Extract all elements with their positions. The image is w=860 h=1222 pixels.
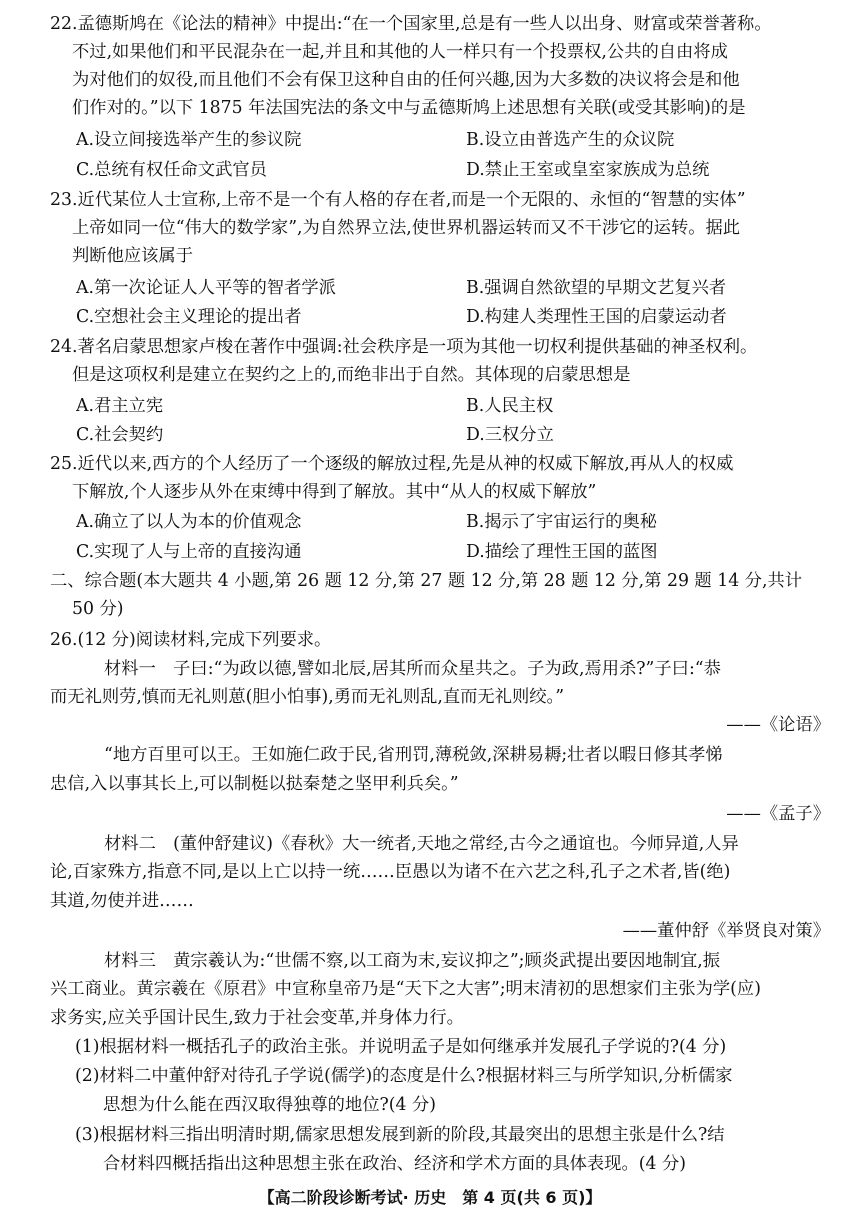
q24-stem-line1: 24.著名启蒙思想家卢梭在著作中强调:社会秩序是一项为其他一切权利提供基础的神圣权利。 [50,337,758,357]
q25-stem-line2: 下解放,个人逐步从外在束缚中得到了解放。其中“从人的权威下解放” [72,482,597,502]
q26-subquestion-3-line2: 合材料四概括指出这种思想主张在政治、经济和学术方面的具体表现。(4 分) [103,1154,686,1174]
q24-option-c: C.社会契约 [76,425,164,445]
q26-material2-line2: 论,百家殊方,指意不同,是以上亡以持一统……臣愚以为诸不在六艺之科,孔子之术者,皆(绝) [50,862,731,882]
q23-option-c: C.空想社会主义理论的提出者 [76,307,302,327]
page-footer: 【高二阶段诊断考试· 历史 第 4 页(共 6 页)】 [258,1188,602,1207]
q24-stem-line2: 但是这项权利是建立在契约之上的,而绝非出于自然。其体现的启蒙思想是 [72,365,631,385]
q24-option-a: A.君主立宪 [76,396,164,416]
q26-header: 26.(12 分)阅读材料,完成下列要求。 [50,630,332,650]
q23-stem-line3: 判断他应该属于 [72,246,193,266]
q22-stem-line4: 们作对的。”以下 1875 年法国宪法的条文中与孟德斯鸠上述思想有关联(或受其影响)的是 [72,98,746,118]
q26-material2-source: ——董仲舒《举贤良对策》 [622,921,830,941]
q26-material2-line3: 其道,勿使并进…… [50,891,194,911]
q26-subquestion-2-line2: 思想为什么能在西汉取得独尊的地位?(4 分) [103,1095,437,1115]
q22-stem-line3: 为对他们的奴役,而且他们不会有保卫这种自由的任何兴趣,因为大多数的决议将会是和他 [72,70,740,90]
q22-stem-line1: 22.孟德斯鸠在《论法的精神》中提出:“在一个国家里,总是有一些人以出身、财富或荣誉著称。 [50,14,772,34]
q26-subquestion-3-line1: (3)根据材料三指出明清时期,儒家思想发展到新的阶段,其最突出的思想主张是什么?结 [75,1125,725,1145]
q26-material3-line1: 材料三 黄宗羲认为:“世儒不察,以工商为末,妄议抑之”;顾炎武提出要因地制宜,振 [104,951,721,971]
q22-option-a: A.设立间接选举产生的参议院 [76,130,302,150]
q25-stem-line1: 25.近代以来,西方的个人经历了一个逐级的解放过程,先是从神的权威下解放,再从人的权威 [50,454,734,474]
q23-option-a: A.第一次论证人人平等的智者学派 [76,278,336,298]
q22-option-b: B.设立由普选产生的众议院 [466,130,675,150]
section2-heading-line1: 二、综合题(本大题共 4 小题,第 26 题 12 分,第 27 题 12 分,第 28 题 12 分,第 29 题 14 分,共计 [50,571,803,591]
q25-option-b: B.揭示了宇宙运行的奥秘 [466,512,658,532]
q26-material1b-line1: “地方百里可以王。王如施仁政于民,省刑罚,薄税敛,深耕易耨;壮者以暇日修其孝悌 [104,745,723,765]
q24-option-b: B.人民主权 [466,396,554,416]
q26-material1-source: ——《论语》 [726,715,830,735]
q25-option-a: A.确立了以人为本的价值观念 [76,512,302,532]
q22-stem-line2: 不过,如果他们和平民混杂在一起,并且和其他的人一样只有一个投票权,公共的自由将成 [72,42,728,62]
q24-option-d: D.三权分立 [466,425,554,445]
q26-subquestion-2-line1: (2)材料二中董仲舒对待孔子学说(儒学)的态度是什么?根据材料三与所学知识,分析儒家 [75,1066,733,1086]
q26-material1-line1: 材料一 子曰:“为政以德,譬如北辰,居其所而众星共之。子为政,焉用杀?”子曰:“恭 [104,659,721,679]
q26-material3-line3: 求务实,应关乎国计民生,致力于社会变革,并身体力行。 [50,1008,464,1028]
q23-stem-line1: 23.近代某位人士宣称,上帝不是一个有人格的存在者,而是一个无限的、永恒的“智慧的实体” [50,190,746,210]
q26-material3-line2: 兴工商业。黄宗羲在《原君》中宣称皇帝乃是“天下之大害”;明末清初的思想家们主张为学(应) [50,979,761,999]
q26-material1b-source: ——《孟子》 [726,804,830,824]
q22-option-d: D.禁止王室或皇室家族成为总统 [466,160,710,180]
q26-material1b-line2: 忠信,入以事其长上,可以制梃以挞秦楚之坚甲利兵矣。” [50,774,459,794]
q23-stem-line2: 上帝如同一位“伟大的数学家”,为自然界立法,使世界机器运转而又不干涉它的运转。据此 [72,218,741,238]
q26-subquestion-1: (1)根据材料一概括孔子的政治主张。并说明孟子是如何继承并发展孔子学说的?(4 分) [75,1037,727,1057]
q23-option-b: B.强调自然欲望的早期文艺复兴者 [466,278,727,298]
q26-material1-line2: 而无礼则劳,慎而无礼则葸(胆小怕事),勇而无礼则乱,直而无礼则绞。” [50,687,565,707]
q22-option-c: C.总统有权任命文武官员 [76,160,267,180]
q26-material2-line1: 材料二 (董仲舒建议)《春秋》大一统者,天地之常经,古今之通谊也。今师异道,人异 [104,834,739,854]
q25-option-d: D.描绘了理性王国的蓝图 [466,542,658,562]
section2-heading-line2: 50 分) [72,599,124,619]
q25-option-c: C.实现了人与上帝的直接沟通 [76,542,302,562]
q23-option-d: D.构建人类理性王国的启蒙运动者 [466,307,727,327]
